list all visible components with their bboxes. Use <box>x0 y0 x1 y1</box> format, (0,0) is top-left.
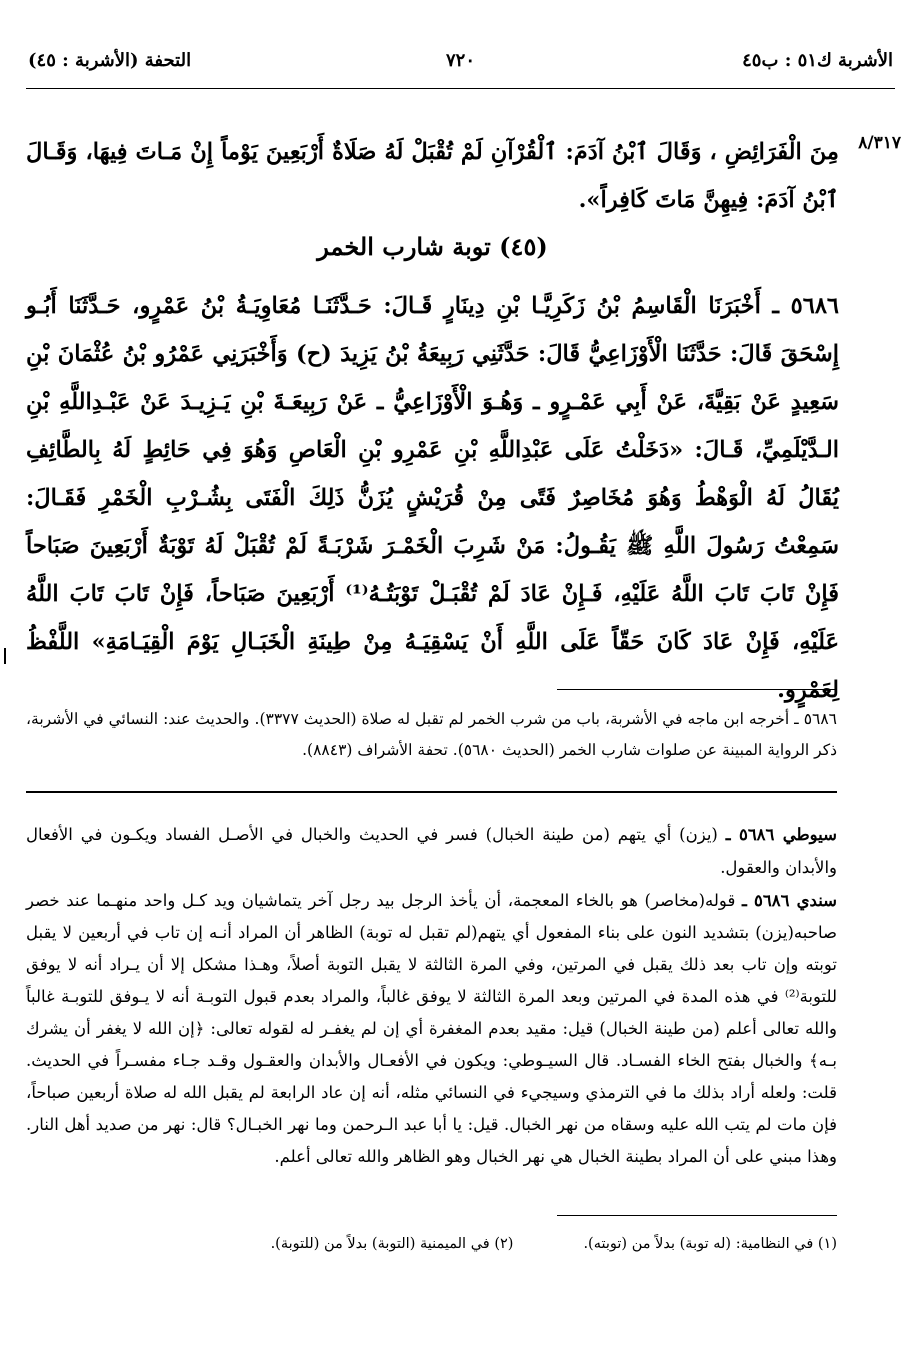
sindi-commentary <box>26 885 837 1173</box>
footnote-2: (٢) في الميمنية (التوبة) بدلاً من (للتوبة). <box>270 1236 514 1252</box>
suyuti-label: سيوطي ٥٦٨٦ ـ <box>725 825 837 844</box>
margin-volume-ref: ٨/٣١٧ <box>858 133 901 153</box>
endnote-separator <box>557 1215 837 1216</box>
page-number: ٧٢٠ <box>445 50 476 71</box>
margin-mark <box>4 648 6 664</box>
commentary-divider <box>26 791 837 793</box>
previous-hadith-ending: مِنَ الْفَرَائِضِ ، وَقَالَ ٱبْنُ آدَمَ: ٱلْقُرْآنِ لَمْ تُقْبَلْ لَهُ صَلَاةٌ أَرْبَعِينَ يَوْماً إِنْ مَـاتَ فِيهَا، وَقَـالَ ٱبْنُ آدَمَ: فِيهِنَّ مَاتَ كَافِراً». <box>26 139 839 213</box>
header-chapter-ref: الأشربة ك٥١ : ب٤٥ <box>742 50 893 71</box>
header-divider <box>26 88 895 89</box>
running-header <box>28 50 893 82</box>
footnote-1: (١) في النظامية: (له توبة) بدلاً من (توبته). <box>583 1236 837 1252</box>
footnotes <box>26 1236 837 1252</box>
section-title: (٤٥) توبة شارب الخمر <box>317 232 548 261</box>
takhrij-note: ٥٦٨٦ ـ أخرجه ابن ماجه في الأشربة، باب من شرب الخمر لم تقبل له صلاة (الحديث ٣٣٧٧). والحديث عند: النسائي في الأشربة، ذكر الرواية المبينة عن صلوات شارب الخمر (الحديث ٥٦٨٠). تحفة الأشراف (٨٨٤٣). <box>26 710 838 759</box>
sindi-text: قوله(مخاصر) هو بالخاء المعجمة، أن يأخذ الرجل بيد رجل آخر يتماشيان ويد كـل واحد منهـما عند خصر صاحبه(يزن) بتشديد النون على بناء المفعول أي يتهم(لم تقبل له توبة) الظاهر أن المراد أنـه إن تاب في أربعين لا يقبل توبته وإن تاب بعد ذلك يقبل في المرتين، وفي المرة الثالثة لا يقبل التوبة أصلاً، وهـذا مشكل إلا أن يـراد أنه لا يوفق للتوبة⁽²⁾ في هذه المدة في المرتين وبعد المرة الثالثة لا يوفق غالباً، والمراد بعدم قبول التوبـة أنه لا يـوفق للتوبـة غالباً والله تعالى أعلم (من طينة الخبال) قيل: مقيد بعدم المغفرة أي إن لم يغفـر له لقوله تعالى: ﴿إن الله لا يغفر أن يشرك بـه﴾ والخبال بفتح الخاء الفسـاد. قال السيـوطي: ويكون في الأفعـال والأبدان والعقـول وقـد جـاء مفسـراً في الحديث. قلت: ولعله أراد بذلك ما في الترمذي وسيجيء في النسائي مثله، أنه إن عاد الرابعة لم يقبل الله له صلاة أربعين صباحاً، فإن مات لم يتب الله عليه وسقاه من نهر الخبال. قيل: يا أبا عبد الـرحمن وما نهر الخبـال؟ قال: نهر من صديد أهل النار. وهذا مبني على أن المراد بطينة الخبال هي نهر الخبال وهو الظاهر والله تعالى أعلم. <box>26 891 837 1166</box>
suyuti-commentary <box>26 818 837 884</box>
footnote-separator <box>557 689 837 690</box>
hadith-paragraph <box>26 282 839 714</box>
suyuti-text: (يزن) أي يتهم (من طينة الخبال) فسر في الحديث والخبال في الأصـل الفساد ويكـون في الأفعال والأبدان والعقول. <box>26 825 837 877</box>
hadith-number: ٥٦٨٦ <box>790 293 839 319</box>
hadith-text: ـ أَخْبَرَنَا الْقَاسِمُ بْنُ زَكَرِيَّـا بْنِ دِينَارٍ قَـالَ: حَـدَّثَنَـا مُعَاوِيَـةُ بْنُ عَمْرٍو، حَـدَّثَنَا أَبُـو إِسْحَقَ قَالَ: حَدَّثَنَا الْأَوْزَاعِيُّ قَالَ: حَدَّثَنِي رَبِيعَةُ بْنُ يَزِيدَ (ح) وَأَخْبَرَنِي عَمْرُو بْنُ عُثْمَانَ بْنِ سَعِيدٍ عَنْ بَقِيَّةَ، عَنْ أَبِي عَمْـرٍو ـ وَهُـوَ الْأَوْزَاعِيُّ ـ عَنْ رَبِيعَـةَ بْنِ يَـزِيـدَ عَنْ عَبْـدِاللَّهِ بْنِ الـدَّيْلَمِيِّ، قَـالَ: «دَخَلْتُ عَلَى عَبْدِاللَّهِ بْنِ عَمْرِو بْنِ الْعَاصِ وَهُوَ فِي حَائِطٍ لَهُ بِالطَّائِفِ يُقَالُ لَهُ الْوَهْطُ وَهُوَ مُخَاصِرٌ فَتًى مِنْ قُرَيْشٍ يُزَنُّ ذَلِكَ الْفَتَى بِشُـرْبِ الْخَمْرِ فَقَـالَ: سَمِعْتُ رَسُولَ اللَّهِ ﷺ يَقُـولُ: مَنْ شَرِبَ الْخَمْـرَ شَرْبَـةً لَمْ تُقْبَلْ لَهُ تَوْبَةٌ أَرْبَعِينَ صَبَاحاً فَإِنْ تَابَ تَابَ اللَّهُ عَلَيْهِ، فَـإِنْ عَادَ لَمْ تُقْبَـلْ تَوْبَتُـهُ⁽¹⁾ أَرْبَعِينَ صَبَاحاً، فَإِنْ تَابَ تَابَ اللَّهُ عَلَيْهِ، فَإِنْ عَادَ كَانَ حَقّاً عَلَى اللَّهِ أَنْ يَسْقِيَـهُ مِنْ طِينَةِ الْخَبَـالِ يَوْمَ الْقِيَـامَةِ» اللَّفْظُ لِعَمْرٍو. <box>26 293 840 703</box>
header-tuhfa-ref: التحفة (الأشربة : ٤٥) <box>28 50 192 71</box>
sindi-label: سندي ٥٦٨٦ ـ <box>742 891 837 910</box>
